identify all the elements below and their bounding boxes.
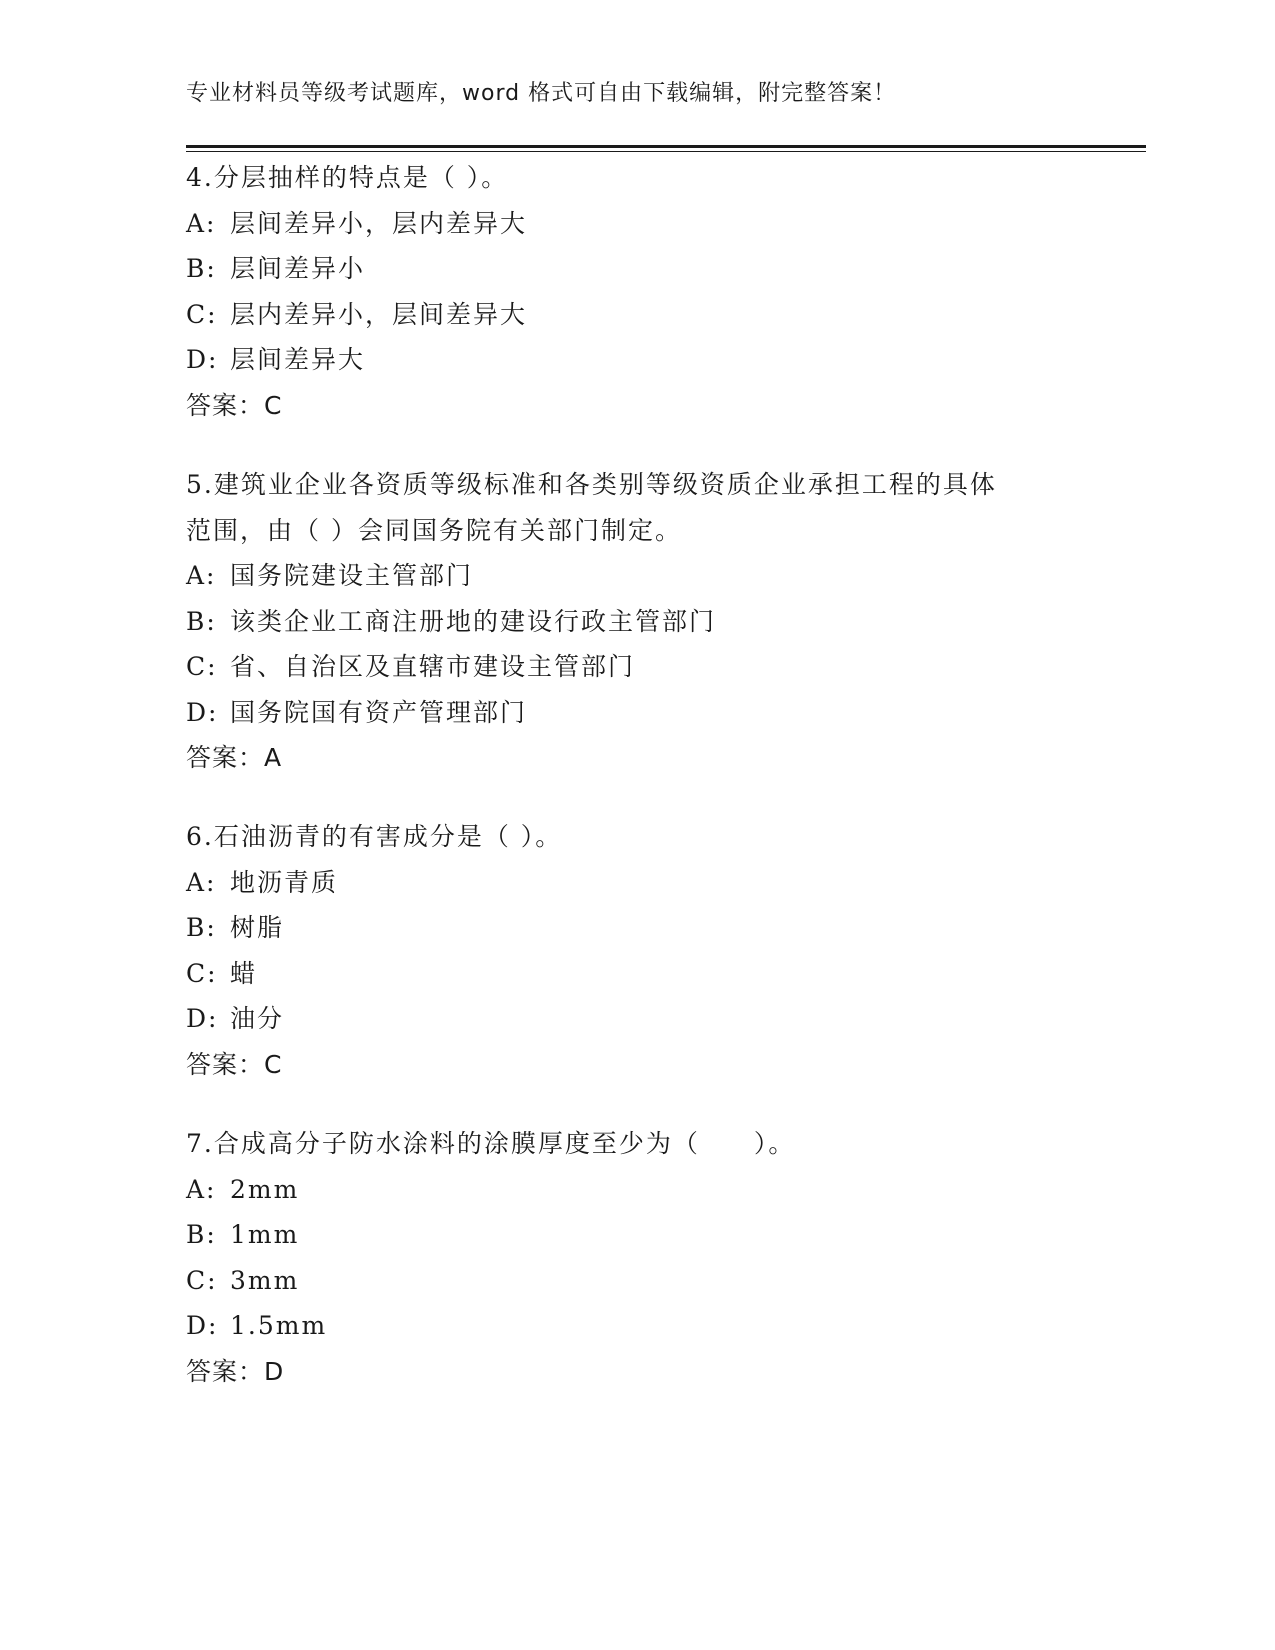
question-4 bbox=[186, 155, 1086, 428]
option-b: B: 层间差异小 bbox=[186, 254, 366, 283]
option-d: D: 国务院国有资产管理部门 bbox=[186, 697, 528, 727]
option-c: C: 省、自治区及直辖市建设主管部门 bbox=[186, 652, 636, 681]
option-a: A: 2mm bbox=[186, 1174, 300, 1204]
page-header: 专业材料员等级考试题库，word 格式可自由下载编辑，附完整答案！ bbox=[186, 81, 897, 106]
question-7 bbox=[186, 1121, 1086, 1394]
answer: 答案：A bbox=[186, 743, 283, 772]
answer: 答案：C bbox=[186, 390, 283, 420]
answer: 答案：D bbox=[186, 1356, 285, 1386]
header-rule-thick bbox=[186, 145, 1146, 148]
option-d: D: 油分 bbox=[186, 1004, 285, 1033]
option-d: D: 1.5mm bbox=[186, 1311, 328, 1340]
option-c: C: 3mm bbox=[186, 1265, 300, 1295]
option-d: D: 层间差异大 bbox=[186, 345, 366, 374]
question-5 bbox=[186, 462, 1086, 781]
question-stem: 4.分层抽样的特点是（ ）。 bbox=[186, 163, 509, 192]
question-6 bbox=[186, 814, 1086, 1087]
option-b: B: 1mm bbox=[186, 1220, 300, 1249]
option-c: C: 蜡 bbox=[186, 958, 258, 988]
header-rule-thin bbox=[186, 151, 1146, 152]
question-stem: 7.合成高分子防水涂料的涂膜厚度至少为（ ）。 bbox=[186, 1129, 796, 1158]
option-a: A: 地沥青质 bbox=[186, 867, 339, 897]
option-c: C: 层内差异小，层间差异大 bbox=[186, 299, 528, 329]
option-a: A: 层间差异小，层内差异大 bbox=[186, 208, 528, 238]
question-stem-line-1: 5.建筑业企业各资质等级标准和各类别等级资质企业承担工程的具体 bbox=[186, 470, 997, 499]
option-a: A: 国务院建设主管部门 bbox=[186, 561, 474, 590]
option-b: B: 树脂 bbox=[186, 913, 285, 942]
question-stem-line-2: 范围，由（ ）会同国务院有关部门制定。 bbox=[186, 515, 682, 545]
option-b: B: 该类企业工商注册地的建设行政主管部门 bbox=[186, 606, 717, 636]
answer: 答案：C bbox=[186, 1049, 283, 1079]
question-stem: 6.石油沥青的有害成分是（ ）。 bbox=[186, 822, 563, 851]
